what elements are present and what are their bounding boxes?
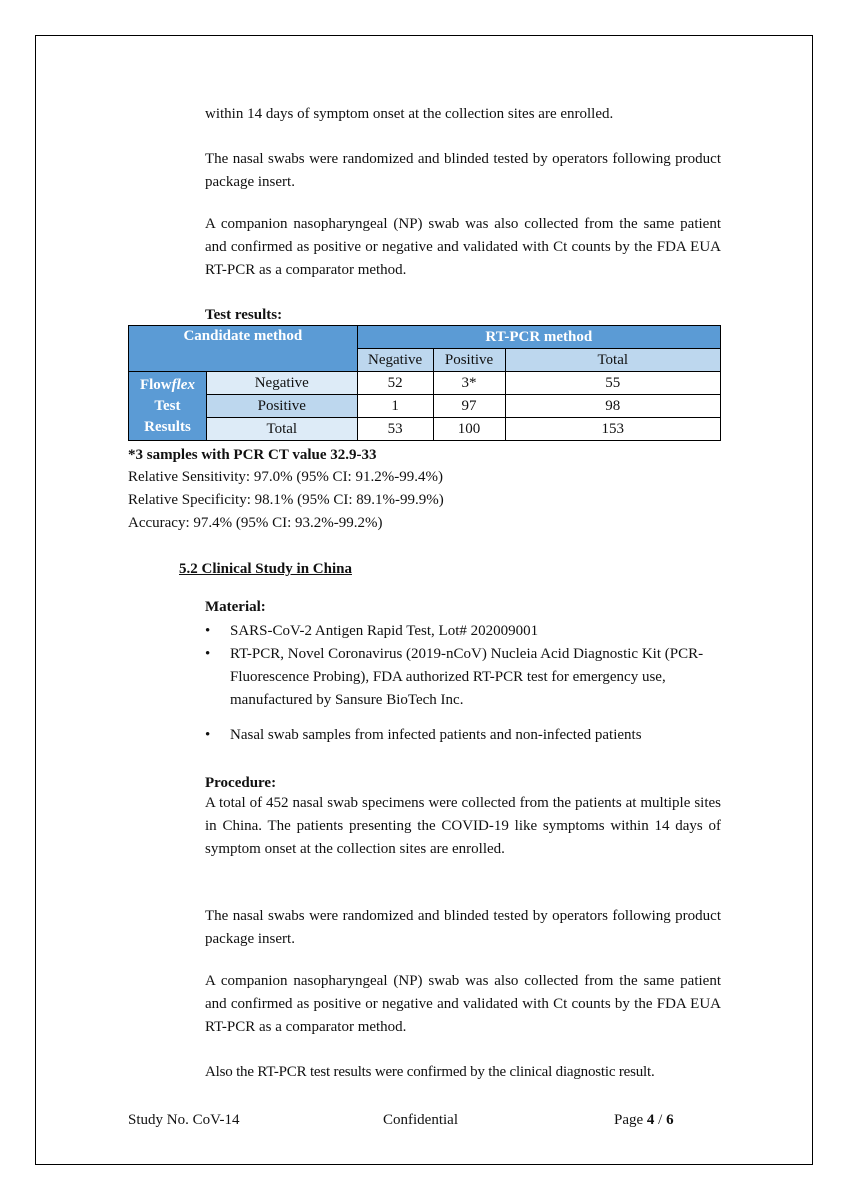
material-label: Material: bbox=[205, 599, 266, 615]
page-prefix: Page bbox=[614, 1112, 647, 1128]
list-item: • SARS-CoV-2 Antigen Rapid Test, Lot# 202009001 bbox=[205, 620, 725, 643]
relative-sensitivity: Relative Sensitivity: 97.0% (95% CI: 91.2%-99.4%) bbox=[128, 469, 443, 485]
test-results-label: Test results: bbox=[205, 307, 283, 323]
table-footnote: *3 samples with PCR CT value 32.9-33 bbox=[128, 447, 377, 463]
list-item: • RT-PCR, Novel Coronavirus (2019-nCoV) Nucleia Acid Diagnostic Kit (PCR-Fluorescence Probing), FDA authorized RT-PCR test for emergency use, manufactured by Sansure BioTech Inc. bbox=[205, 643, 705, 712]
table-header-row bbox=[129, 326, 721, 349]
procedure-paragraph-4: Also the RT-PCR test results were confirmed by the clinical diagnostic result. bbox=[205, 1064, 655, 1080]
footer-page-number bbox=[614, 1110, 674, 1130]
col-negative-header: Negative bbox=[357, 349, 433, 372]
table-row bbox=[129, 395, 721, 418]
procedure-label: Procedure: bbox=[205, 775, 277, 791]
footer-confidential: Confidential bbox=[383, 1112, 458, 1128]
side-label-italic: flex bbox=[171, 376, 195, 393]
material-list bbox=[205, 620, 725, 747]
cell-value: 100 bbox=[433, 418, 505, 441]
results-table bbox=[128, 325, 721, 441]
accuracy: Accuracy: 97.4% (95% CI: 93.2%-99.2%) bbox=[128, 515, 383, 531]
page-total: 6 bbox=[666, 1112, 674, 1128]
side-label-line2: Test bbox=[154, 397, 181, 414]
side-label-prefix: Flow bbox=[139, 376, 172, 393]
table-row bbox=[129, 372, 721, 395]
intro-paragraph-3: A companion nasopharyngeal (NP) swab was also collected from the same patient and confirmed as positive or negative and validated with Ct counts by the FDA EUA RT-PCR as a comparator method. bbox=[205, 216, 721, 278]
candidate-method-header: Candidate method bbox=[129, 326, 358, 372]
col-positive-header: Positive bbox=[433, 349, 505, 372]
cell-value: 3* bbox=[433, 372, 505, 395]
cell-value: 1 bbox=[357, 395, 433, 418]
cell-value: 153 bbox=[505, 418, 721, 441]
row-label: Negative bbox=[206, 372, 357, 395]
cell-value: 52 bbox=[357, 372, 433, 395]
table-row bbox=[129, 418, 721, 441]
row-label: Positive bbox=[206, 395, 357, 418]
col-total-header: Total bbox=[505, 349, 721, 372]
list-item: • Nasal swab samples from infected patients and non-infected patients bbox=[205, 724, 725, 747]
cell-value: 53 bbox=[357, 418, 433, 441]
intro-paragraph-2: The nasal swabs were randomized and blinded tested by operators following product package insert. bbox=[205, 151, 721, 190]
rtpcr-method-header: RT-PCR method bbox=[357, 326, 720, 349]
footer-study-number: Study No. CoV-14 bbox=[128, 1112, 240, 1128]
page-current: 4 bbox=[646, 1112, 655, 1128]
cell-value: 98 bbox=[505, 395, 721, 418]
procedure-paragraph-2: The nasal swabs were randomized and blinded tested by operators following product package insert. bbox=[205, 908, 721, 947]
page-separator: / bbox=[654, 1112, 667, 1128]
row-label: Total bbox=[206, 418, 357, 441]
procedure-paragraph-3: A companion nasopharyngeal (NP) swab was also collected from the same patient and confirmed as positive or negative and validated with Ct counts by the FDA EUA RT-PCR as a comparator method. bbox=[205, 973, 721, 1035]
section-heading: 5.2 Clinical Study in China bbox=[179, 561, 352, 577]
intro-paragraph-1: within 14 days of symptom onset at the collection sites are enrolled. bbox=[205, 106, 614, 122]
procedure-paragraph-1: A total of 452 nasal swab specimens were collected from the patients at multiple sites in China. The patients presenting the COVID-19 like symptoms within 14 days of symptom onset at the collection sites are enrolled. bbox=[205, 795, 721, 857]
relative-specificity: Relative Specificity: 98.1% (95% CI: 89.1%-99.9%) bbox=[128, 492, 444, 508]
cell-value: 55 bbox=[505, 372, 721, 395]
cell-value: 97 bbox=[433, 395, 505, 418]
side-label-line3: Results bbox=[144, 418, 191, 435]
flowflex-side-label bbox=[129, 372, 207, 441]
